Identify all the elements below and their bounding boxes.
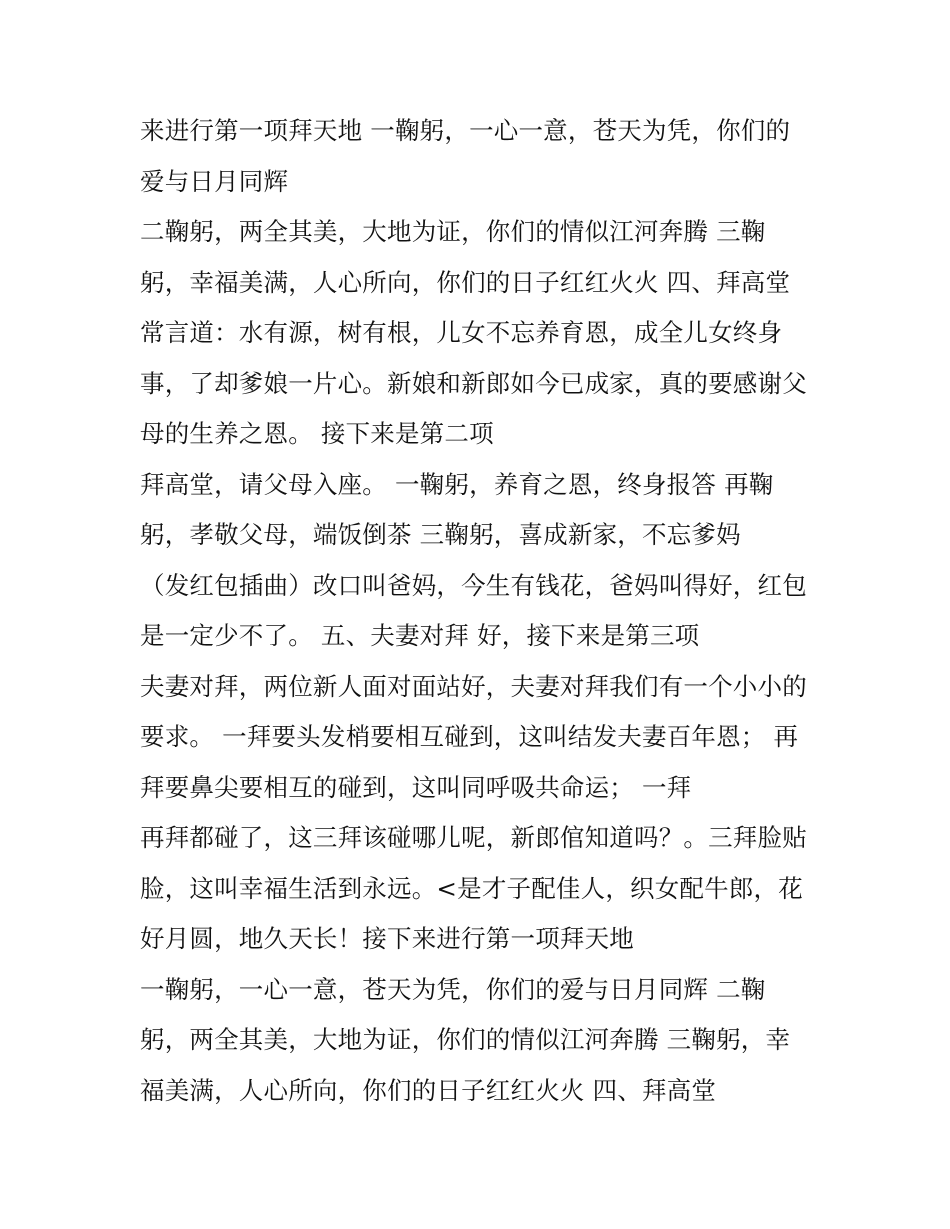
text-line: 脸，这叫幸福生活到永远。<是才子配佳人，织女配牛郎，花 bbox=[140, 873, 803, 903]
text-line: 来进行第一项拜天地 一鞠躬，一心一意，苍天为凭，你们的 bbox=[140, 116, 791, 145]
document-body bbox=[140, 106, 830, 1116]
text-line: 母的生养之恩。 接下来是第二项 bbox=[140, 419, 494, 448]
text-line: 爱与日月同辉 bbox=[140, 166, 289, 196]
text-line: 事，了却爹娘一片心。新娘和新郎如今已成家，真的要感谢父 bbox=[140, 368, 807, 398]
text-line: 躬，两全其美，大地为证，你们的情似江河奔腾 三鞠躬，幸 bbox=[140, 1025, 791, 1054]
text-line: 二鞠躬，两全其美，大地为证，你们的情似江河奔腾 三鞠 bbox=[140, 217, 766, 246]
text-line: 好月圆，地久天长！接下来进行第一项拜天地 bbox=[140, 924, 634, 953]
text-line: 要求。 一拜要头发梢要相互碰到，这叫结发夫妻百年恩； 再 bbox=[140, 722, 799, 751]
text-line: 一鞠躬，一心一意，苍天为凭，你们的爱与日月同辉 二鞠 bbox=[140, 974, 766, 1004]
text-line: 躬，幸福美满，人心所向，你们的日子红红火火 四、拜高堂 bbox=[140, 267, 791, 297]
text-line: 躬，孝敬父母，端饭倒茶 三鞠躬，喜成新家，不忘爹妈 bbox=[140, 520, 741, 549]
text-line: 福美满，人心所向，你们的日子红红火火 四、拜高堂 bbox=[140, 1075, 717, 1105]
text-line: 夫妻对拜，两位新人面对面站好，夫妻对拜我们有一个小小的 bbox=[140, 671, 807, 701]
text-line: 拜要鼻尖要相互的碰到，这叫同呼吸共命运； 一拜 bbox=[140, 772, 692, 802]
text-line: 常言道：水有源，树有根，儿女不忘养育恩，成全儿女终身 bbox=[140, 318, 783, 347]
text-line: （发红包插曲）改口叫爸妈，今生有钱花，爸妈叫得好，红包 bbox=[140, 570, 807, 600]
text-line: 是一定少不了。 五、夫妻对拜 好，接下来是第三项 bbox=[140, 621, 700, 650]
text-line: 再拜都碰了，这三拜该碰哪儿呢，新郎倌知道吗？。三拜脸贴 bbox=[140, 823, 807, 852]
text-line: 拜高堂，请父母入座。 一鞠躬，养育之恩，终身报答 再鞠 bbox=[140, 469, 774, 499]
